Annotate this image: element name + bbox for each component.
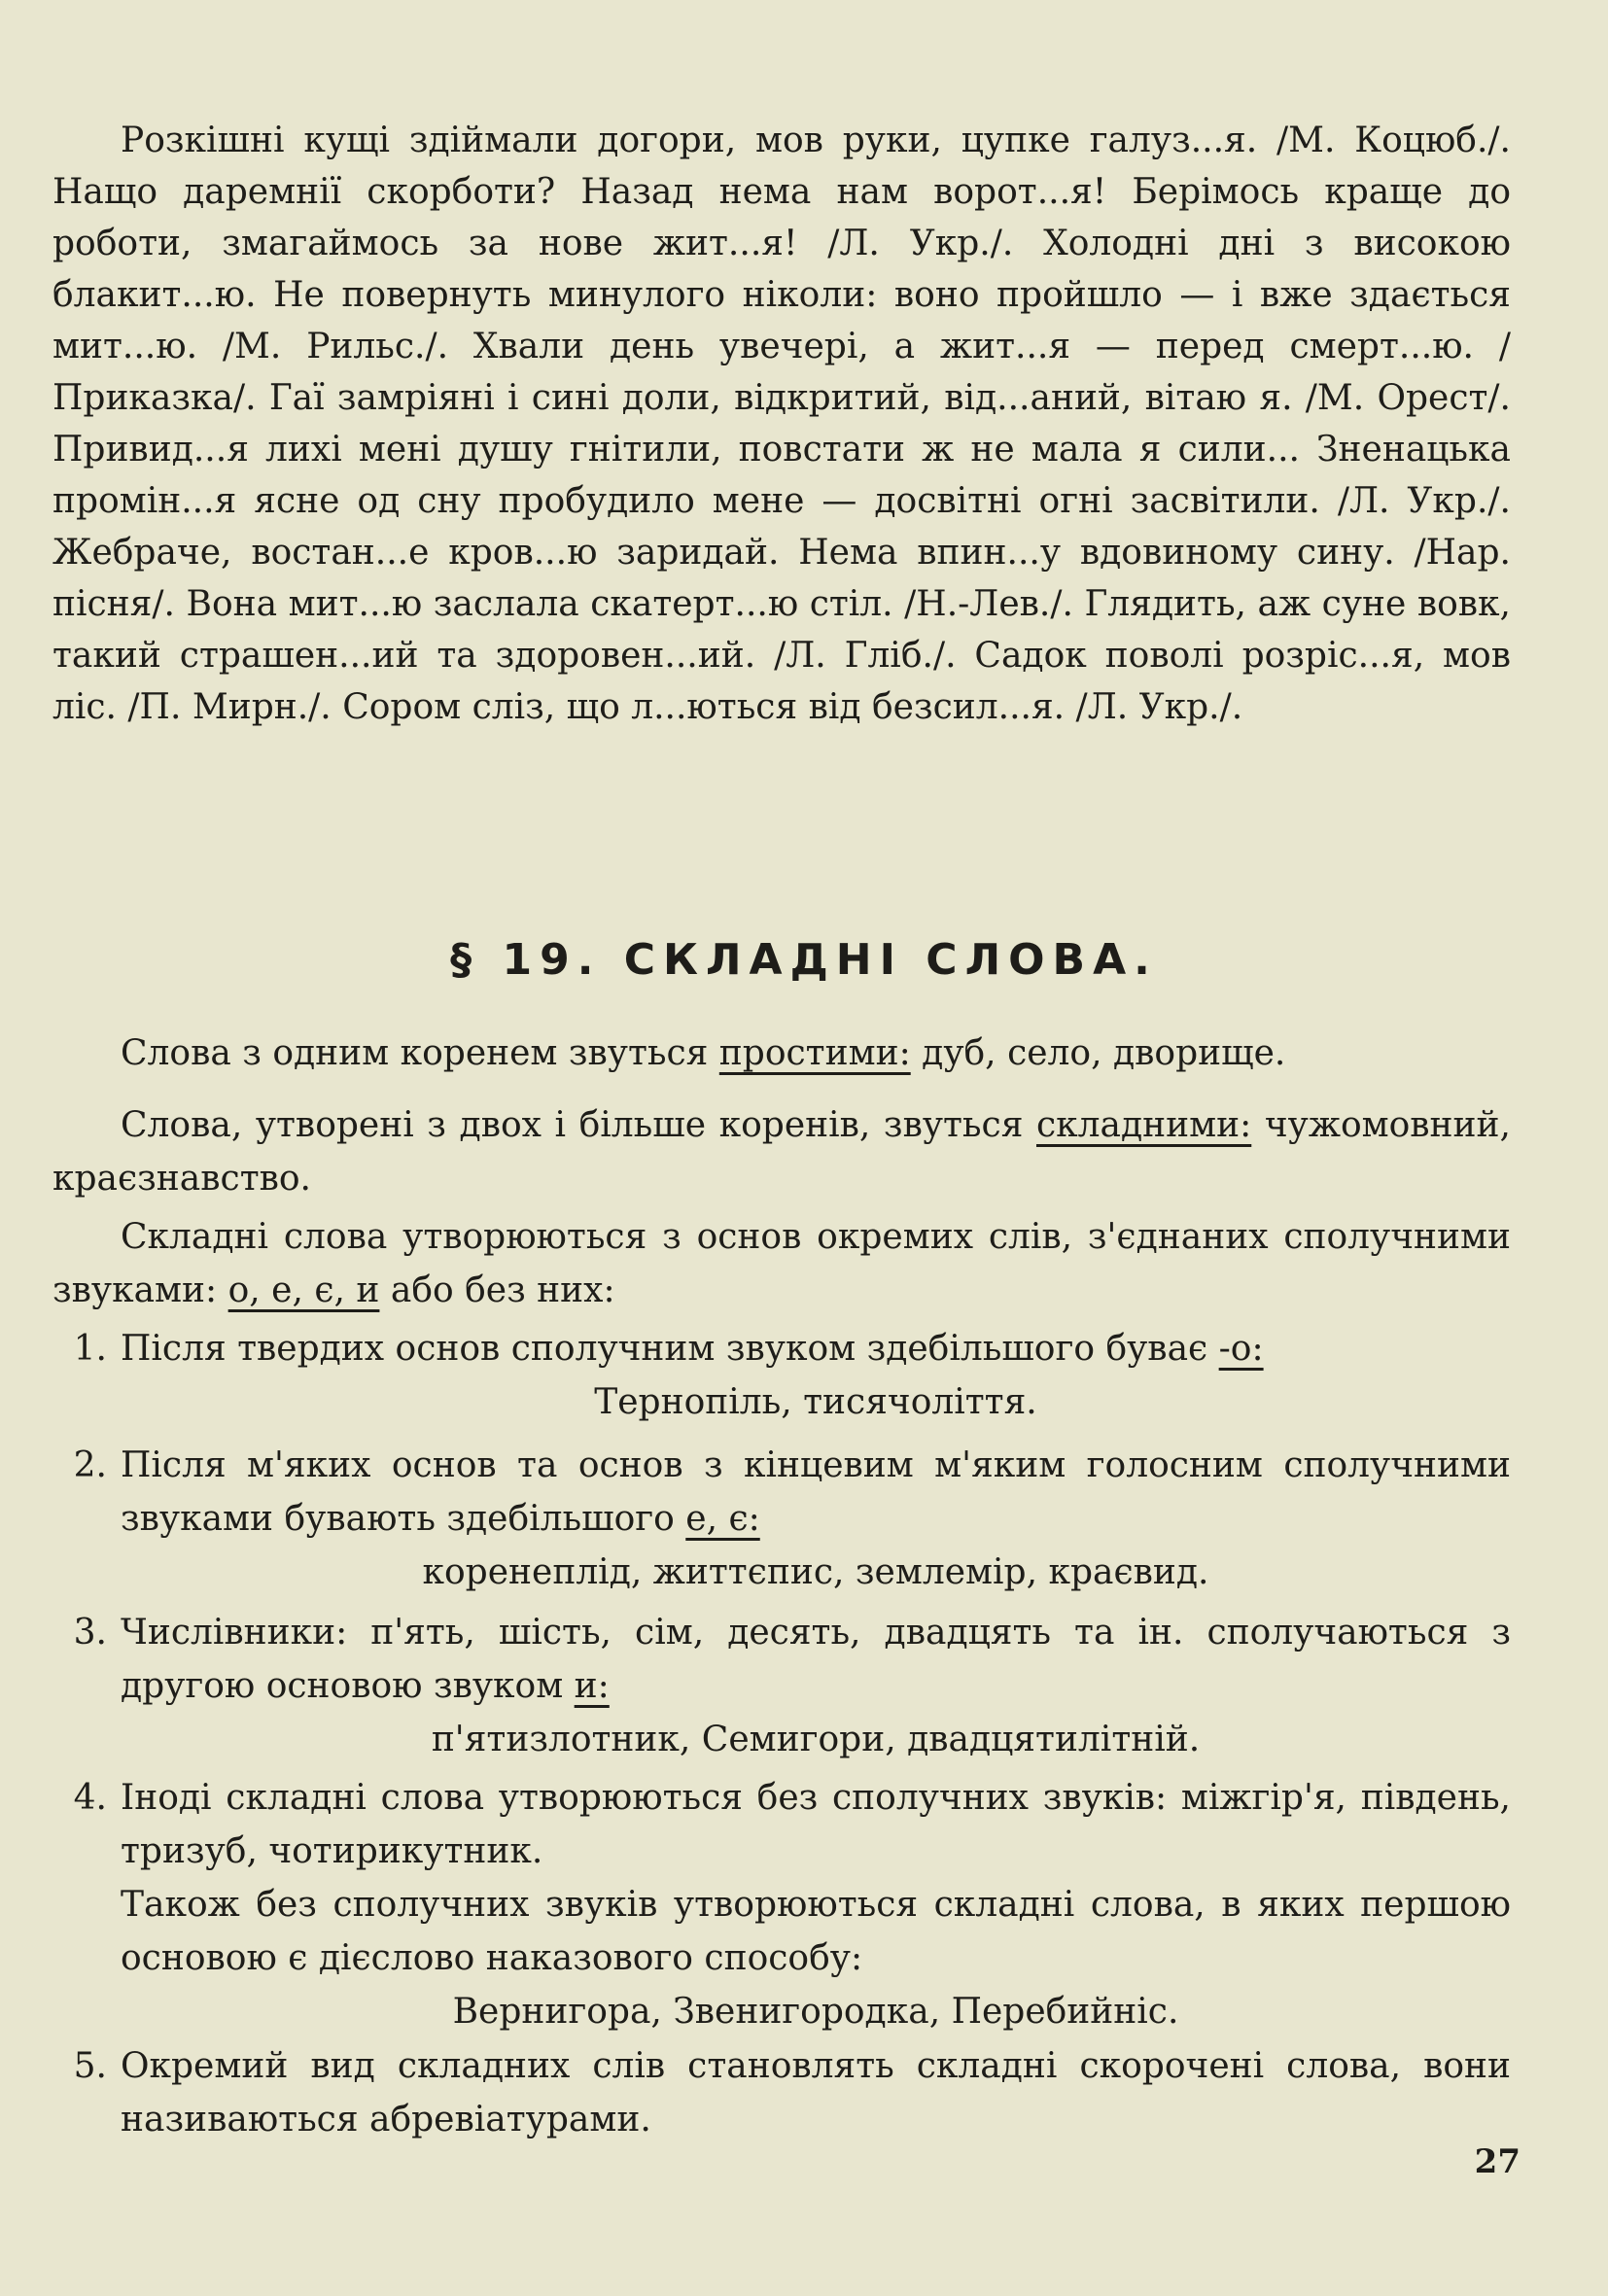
item-number: 2. <box>73 1445 107 1485</box>
section-heading: § 19. СКЛАДНІ СЛОВА. <box>450 935 1158 985</box>
item-number: 3. <box>73 1613 107 1652</box>
item-term: -о: <box>1218 1329 1264 1369</box>
definition-text: Слова, утворені з двох і більше коренів, звуться <box>121 1105 1036 1145</box>
term-simple: простими: <box>718 1033 911 1073</box>
item-example: коренеплід, життєпис, землемір, краєвид. <box>422 1552 1209 1592</box>
rule-item-2 <box>73 1439 1511 1599</box>
definition-compound-words <box>52 1098 1511 1205</box>
rule-item-4 <box>73 1771 1511 2038</box>
item-text-continued: Також без сполучних звуків утворюються складні слова, в яких першою основою є дієслово наказового способу: <box>121 1885 1511 1978</box>
item-number: 5. <box>73 2046 107 2086</box>
page-number: 27 <box>1474 2142 1521 2181</box>
exercise-paragraph: Розкішні кущі здіймали догори, мов руки, цупке галуз...я. /М. Коцюб./. Нащо даремнії скорботи? Назад нема нам ворот...я! Берімось краще до роботи, змагаймось за нове жит...я! /Л. Укр./. Холодні дні з високою блакит...ю. Не повернуть минулого ніколи: воно пройшло — і вже здається мит...ю. /М. Рильс./. Хвали день увечері, а жит...я — перед смерт...ю. /Приказка/. Гаї замріяні і сині доли, відкритий, від...аний, вітаю я. /М. Орест/. Привид...я лихі мені душу гнітили, повстати ж не мала я сили... Зненацька промін...я ясне од сну пробудило мене — досвітні огні засвітили. /Л. Укр./. Жебраче, востан...е кров...ю заридай. Нема впин...у вдовиному сину. /Нар. пісня/. Вона мит...ю заслала скатерт...ю стіл. /Н.-Лев./. Глядить, аж суне вовк, такий страшен...ий та здоровен...ий. /Л. Гліб./. Садок поволі розріс...я, мов ліс. /П. Мирн./. Сором сліз, що л...ються від безсил...я. /Л. Укр./. <box>52 121 1511 727</box>
item-text: Числівники: п'ять, шість, сім, десять, двадцять та ін. сполучаються з другою основою звуком и: <box>121 1613 1511 1706</box>
definition-examples: дуб, село, дворище. <box>910 1033 1286 1073</box>
definition-simple-words <box>52 1026 1511 1080</box>
term-compound: складними: <box>1035 1105 1252 1145</box>
item-example: Тернопіль, тисячоліття. <box>594 1382 1037 1422</box>
item-number: 4. <box>73 1778 107 1818</box>
item-example: Вернигора, Звенигородка, Перебийніс. <box>452 1992 1179 2032</box>
linking-sounds: о, е, є, и <box>227 1270 380 1310</box>
item-text: Іноді складні слова утворюються без сполучних звуків: міжгір'я, південь, тризуб, чотирикутник. <box>121 1778 1511 1871</box>
rule-item-1 <box>73 1322 1511 1429</box>
item-text: Після твердих основ сполучним звуком здебільшого буває -о: <box>121 1329 1264 1369</box>
item-term: е, є: <box>685 1499 760 1539</box>
definition-examples: чужомовний, краєзнавство. <box>52 1105 1511 1199</box>
formation-rule <box>52 1210 1511 1317</box>
rule-item-3 <box>73 1606 1511 1766</box>
rule-item-5 <box>73 2039 1511 2146</box>
item-text: Після м'яких основ та основ з кінцевим м'яким голосним сполучними звуками бувають здебільшого е, є: <box>121 1445 1511 1539</box>
item-number: 1. <box>73 1329 107 1369</box>
rule-text: Складні слова утворюються з основ окремих слів, з'єднаних сполучними звуками: <box>52 1217 1511 1310</box>
definition-text: Слова з одним коренем звуться <box>121 1033 719 1073</box>
rule-tail: або без них: <box>379 1270 615 1310</box>
item-example: п'ятизлотник, Семигори, двадцятилітній. <box>431 1720 1201 1759</box>
item-term: и: <box>574 1666 610 1706</box>
item-text: Окремий вид складних слів становлять складні скорочені слова, вони називаються абревіатурами. <box>121 2046 1511 2139</box>
